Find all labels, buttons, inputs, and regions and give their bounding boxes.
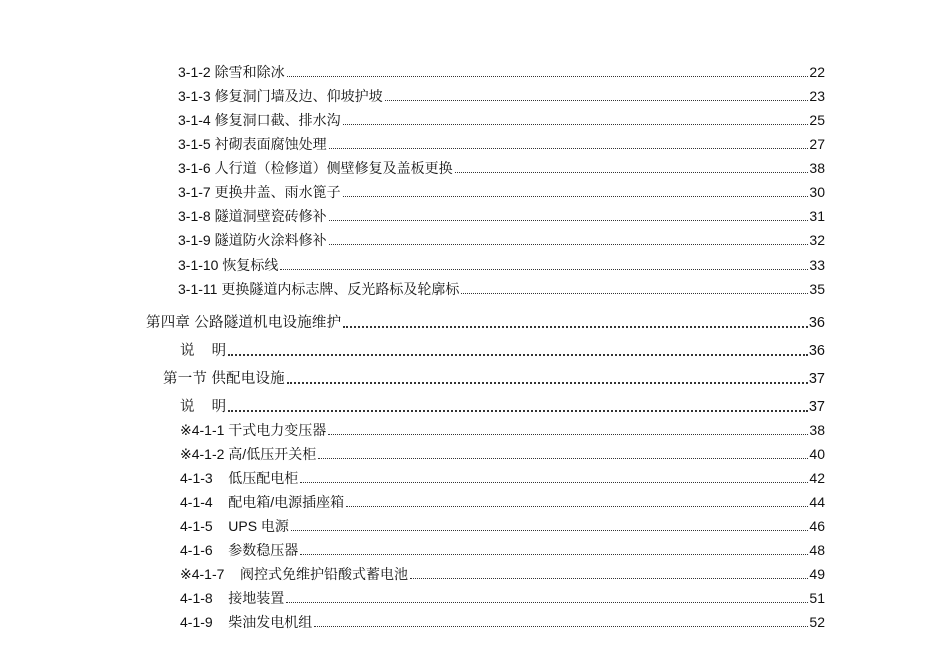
toc-dot-leader: [328, 434, 808, 435]
toc-dot-leader: [343, 124, 809, 125]
toc-page-number: 51: [809, 590, 825, 606]
toc-entry[interactable]: [180, 396, 825, 416]
toc-page-number: 37: [808, 399, 825, 415]
toc-entry[interactable]: [178, 109, 825, 129]
toc-entry-title: 3-1-11 更换隧道内标志牌、反光路标及轮廓标: [178, 281, 460, 297]
toc-dot-leader: [329, 220, 809, 221]
toc-dot-leader: [329, 244, 809, 245]
toc-page-number: 44: [809, 494, 825, 510]
toc-entry-title: 3-1-2 除雪和除冰: [178, 64, 285, 80]
toc-entry[interactable]: [178, 85, 825, 105]
toc-dot-leader: [318, 458, 808, 459]
toc-dot-leader: [343, 196, 809, 197]
toc-entry-title: 3-1-4 修复洞口截、排水沟: [178, 112, 341, 128]
toc-page-number: 46: [809, 518, 825, 534]
toc-dot-leader: [280, 269, 808, 270]
toc-entry[interactable]: [178, 61, 825, 81]
toc-entry-title: 3-1-7 更换井盖、雨水篦子: [178, 184, 341, 200]
toc-page-number: 32: [809, 232, 825, 248]
toc-entry[interactable]: [178, 133, 825, 153]
toc-page-number: 23: [809, 88, 825, 104]
toc-entry[interactable]: [178, 205, 825, 225]
toc-page-number: 22: [809, 64, 825, 80]
toc-dot-leader: [343, 326, 808, 328]
toc-entry-title: 4-1-9 柴油发电机组: [180, 614, 313, 630]
toc-entry-title: 3-1-5 衬砌表面腐蚀处理: [178, 136, 327, 152]
toc-page-number: 38: [809, 422, 825, 438]
toc-entry-title: 3-1-3 修复洞门墙及边、仰坡护坡: [178, 88, 383, 104]
toc-chapter-entry[interactable]: [146, 312, 825, 332]
toc-dot-leader: [286, 602, 808, 603]
toc-page-number: 33: [809, 257, 825, 273]
toc-entry-title: 4-1-4 配电箱/电源插座箱: [180, 494, 345, 510]
toc-dot-leader: [314, 626, 808, 627]
toc-dot-leader: [291, 530, 809, 531]
toc-entry-title: 3-1-9 隧道防火涂料修补: [178, 232, 327, 248]
toc-entry-title: 4-1-8 接地装置: [180, 590, 285, 606]
toc-dot-leader: [455, 172, 809, 173]
toc-entry[interactable]: [180, 491, 825, 511]
toc-page-number: 42: [809, 470, 825, 486]
toc-entry-title: 4-1-5 UPS 电源: [180, 518, 289, 534]
toc-entry-title: ※4-1-7 阀控式免维护铅酸式蓄电池: [180, 566, 408, 582]
toc-dot-leader: [300, 554, 808, 555]
toc-entry-title: 第一节 供配电设施: [163, 371, 285, 387]
toc-entry-title: 3-1-8 隧道洞壁瓷砖修补: [178, 208, 327, 224]
toc-dot-leader: [385, 100, 809, 101]
toc-entry[interactable]: [180, 611, 825, 631]
toc-page-number: 52: [809, 614, 825, 630]
toc-page-number: 40: [809, 446, 825, 462]
toc-entry[interactable]: [180, 443, 825, 463]
toc-entry[interactable]: [180, 419, 825, 439]
toc-entry[interactable]: [178, 278, 825, 298]
toc-dot-leader: [287, 76, 809, 77]
toc-entry-title: ※4-1-1 干式电力变压器: [180, 422, 327, 438]
toc-page-number: 37: [808, 371, 825, 387]
toc-dot-leader: [410, 578, 808, 579]
toc-page-number: 25: [809, 112, 825, 128]
toc-entry[interactable]: [178, 181, 825, 201]
toc-dot-leader: [287, 382, 808, 384]
toc-entry-title: 说 明: [180, 343, 227, 359]
toc-entry[interactable]: [180, 340, 825, 360]
toc-entry[interactable]: [180, 467, 825, 487]
toc-page-number: 49: [809, 566, 825, 582]
toc-dot-leader: [228, 410, 808, 412]
toc-entry[interactable]: [180, 539, 825, 559]
toc-entry[interactable]: [180, 563, 825, 583]
toc-entry-title: 4-1-6 参数稳压器: [180, 542, 299, 558]
toc-entry-title: ※4-1-2 高/低压开关柜: [180, 446, 317, 462]
toc-page-number: 30: [809, 184, 825, 200]
toc-dot-leader: [346, 506, 808, 507]
toc-entry-title: 第四章 公路隧道机电设施维护: [146, 315, 342, 331]
toc-entry-title: 3-1-6 人行道（检修道）侧壁修复及盖板更换: [178, 160, 453, 176]
toc-page-number: 27: [809, 136, 825, 152]
toc-page-number: 31: [809, 208, 825, 224]
toc-section-entry[interactable]: [163, 368, 825, 388]
toc-page-number: 35: [809, 281, 825, 297]
toc-page-number: 48: [809, 542, 825, 558]
toc-dot-leader: [461, 293, 808, 294]
toc-entry[interactable]: [178, 254, 825, 274]
toc-dot-leader: [329, 148, 809, 149]
toc-page-number: 36: [808, 343, 825, 359]
toc-entry[interactable]: [178, 229, 825, 249]
toc-entry[interactable]: [180, 587, 825, 607]
toc-entry[interactable]: [178, 157, 825, 177]
toc-entry-title: 3-1-10 恢复标线: [178, 257, 279, 273]
toc-dot-leader: [228, 354, 808, 356]
toc-entry[interactable]: [180, 515, 825, 535]
toc-page-number: 38: [809, 160, 825, 176]
toc-entry-title: 4-1-3 低压配电柜: [180, 470, 299, 486]
toc-dot-leader: [300, 482, 808, 483]
toc-page-number: 36: [808, 315, 825, 331]
toc-entry-title: 说 明: [180, 399, 227, 415]
